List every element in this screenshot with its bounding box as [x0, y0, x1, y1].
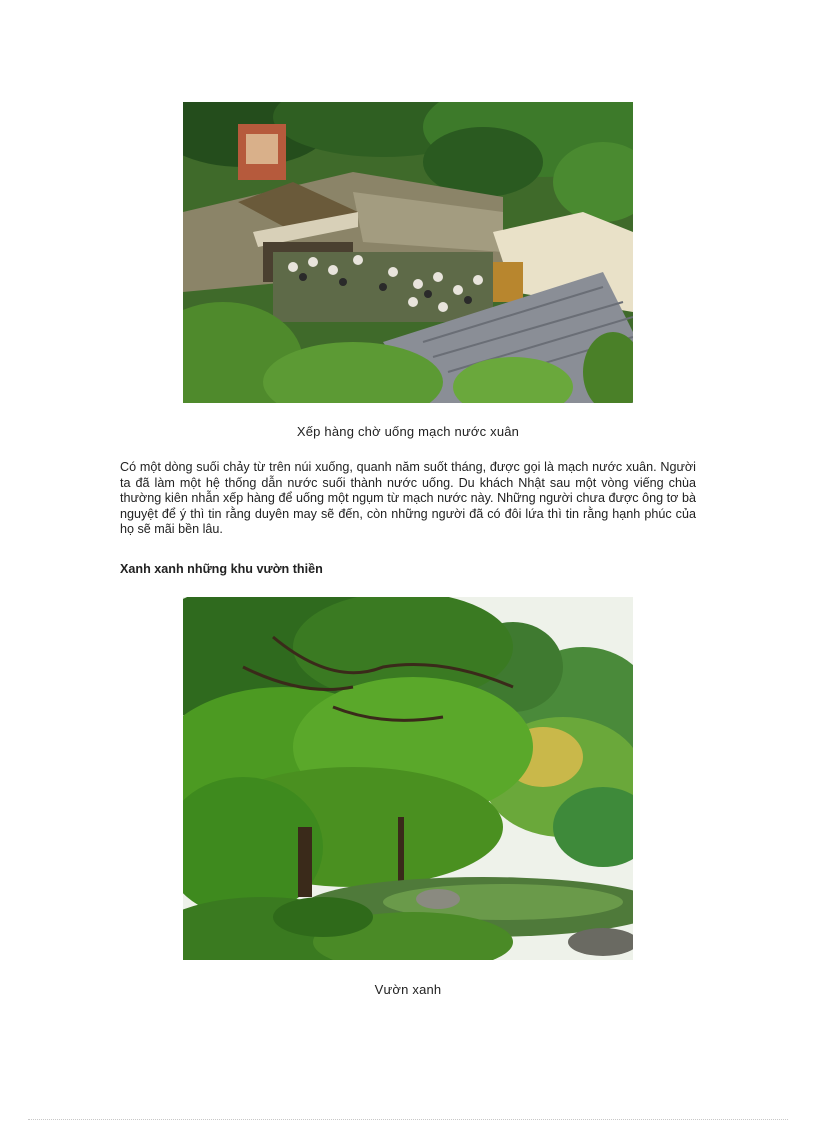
temple-spring-photo [183, 102, 633, 403]
zen-garden-photo [183, 597, 633, 960]
section-heading: Xanh xanh những khu vườn thiền [120, 562, 323, 576]
figure-caption-temple: Xếp hàng chờ uống mạch nước xuân [296, 424, 520, 439]
figure-caption-garden: Vườn xanh [374, 982, 442, 997]
body-paragraph: Có một dòng suối chảy từ trên núi xuống, quanh năm suốt tháng, được gọi là mạch nước xuân. Người ta đã làm một hệ thống dẫn nước suối thành nước uống. Du khách Nhật sau một vòng viếng chùa thường kiên nhẫn xếp hàng để uống một ngụm từ mạch nước này. Những người chưa được ông tơ bà nguyệt để ý thì tin rằng duyên may sẽ đến, còn những người đã có đôi lứa thì tin rằng hạnh phúc của họ sẽ mãi bền lâu. [120, 460, 696, 536]
page-footer-divider [28, 1119, 788, 1120]
